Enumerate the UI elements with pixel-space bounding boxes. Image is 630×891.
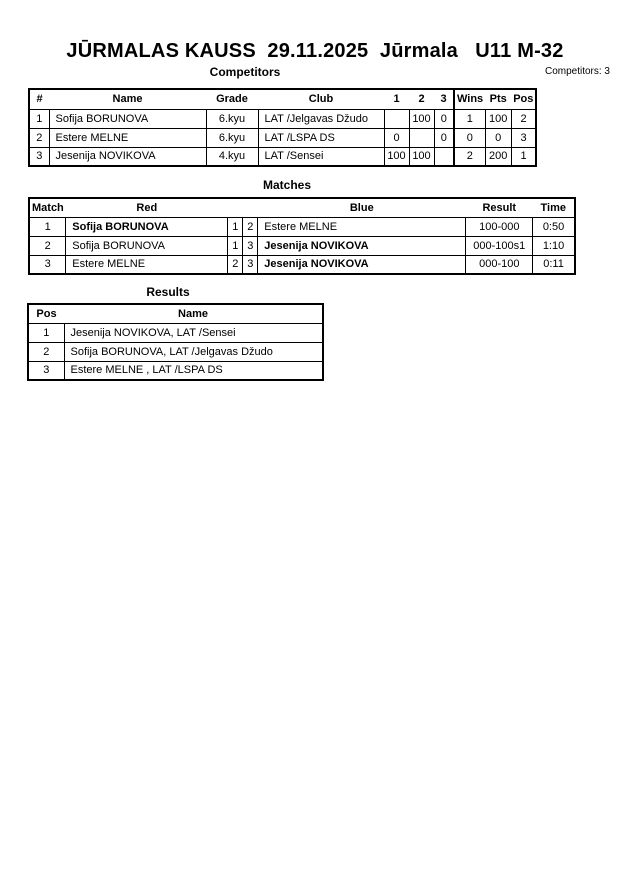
blue-id-cell: 2 bbox=[243, 217, 258, 236]
table-row bbox=[28, 361, 323, 380]
result-cell: 100-000 bbox=[466, 217, 533, 236]
score-cell: 100 bbox=[409, 109, 434, 128]
pts-cell: 100 bbox=[485, 109, 511, 128]
competitors-header-row bbox=[29, 89, 536, 109]
pos-cell: 2 bbox=[511, 109, 536, 128]
score-cell: 100 bbox=[384, 147, 409, 166]
header-round-3: 3 bbox=[434, 89, 454, 109]
wins-cell: 2 bbox=[454, 147, 485, 166]
header-red: Red bbox=[66, 198, 228, 217]
competitor-name-cell: Sofija BORUNOVA bbox=[49, 109, 206, 128]
header-pos: Pos bbox=[28, 304, 64, 323]
grade-cell: 6.kyu bbox=[206, 128, 258, 147]
header-number: # bbox=[29, 89, 49, 109]
header-name: Name bbox=[49, 89, 206, 109]
table-row bbox=[29, 147, 536, 166]
blue-id-cell: 3 bbox=[243, 236, 258, 255]
section-title-competitors: Competitors bbox=[209, 65, 281, 79]
header-pts: Pts bbox=[485, 89, 511, 109]
competitor-name-cell: Estere MELNE bbox=[49, 128, 206, 147]
score-cell: 100 bbox=[409, 147, 434, 166]
score-cell: 0 bbox=[384, 128, 409, 147]
red-name-cell: Sofija BORUNOVA bbox=[66, 217, 228, 236]
time-cell: 0:50 bbox=[533, 217, 575, 236]
header-result: Result bbox=[466, 198, 533, 217]
club-cell: LAT /Jelgavas Džudo bbox=[258, 109, 384, 128]
results-header-row bbox=[28, 304, 323, 323]
header-round-1: 1 bbox=[384, 89, 409, 109]
wins-cell: 0 bbox=[454, 128, 485, 147]
result-cell: 000-100 bbox=[466, 255, 533, 274]
table-row bbox=[29, 109, 536, 128]
result-cell: 000-100s1 bbox=[466, 236, 533, 255]
red-name-cell: Estere MELNE bbox=[66, 255, 228, 274]
blue-name-cell: Jesenija NOVIKOVA bbox=[258, 236, 466, 255]
result-pos-cell: 2 bbox=[28, 342, 64, 361]
blue-name-cell: Estere MELNE bbox=[258, 217, 466, 236]
result-pos-cell: 3 bbox=[28, 361, 64, 380]
score-cell bbox=[409, 128, 434, 147]
wins-cell: 1 bbox=[454, 109, 485, 128]
match-number-cell: 1 bbox=[29, 217, 66, 236]
table-row bbox=[29, 217, 575, 236]
table-row bbox=[29, 128, 536, 147]
pts-cell: 200 bbox=[485, 147, 511, 166]
table-row bbox=[28, 342, 323, 361]
header-blue-id bbox=[243, 198, 258, 217]
competitors-count: Competitors: 3 bbox=[544, 66, 610, 77]
header-red-id bbox=[228, 198, 243, 217]
table-row bbox=[29, 255, 575, 274]
competitor-number-cell: 1 bbox=[29, 109, 49, 128]
club-cell: LAT /Sensei bbox=[258, 147, 384, 166]
time-cell: 1:10 bbox=[533, 236, 575, 255]
result-name-cell: Estere MELNE , LAT /LSPA DS bbox=[64, 361, 323, 380]
section-title-matches: Matches bbox=[262, 178, 312, 192]
header-pos: Pos bbox=[511, 89, 536, 109]
score-cell: 0 bbox=[434, 109, 454, 128]
match-number-cell: 3 bbox=[29, 255, 66, 274]
red-id-cell: 2 bbox=[228, 255, 243, 274]
header-round-2: 2 bbox=[409, 89, 434, 109]
match-number-cell: 2 bbox=[29, 236, 66, 255]
score-cell: 0 bbox=[434, 128, 454, 147]
blue-name-cell: Jesenija NOVIKOVA bbox=[258, 255, 466, 274]
red-id-cell: 1 bbox=[228, 217, 243, 236]
grade-cell: 4.kyu bbox=[206, 147, 258, 166]
page-title: JŪRMALAS KAUSS 29.11.2025 Jūrmala U11 M-32 bbox=[66, 40, 564, 62]
results-table bbox=[27, 303, 324, 381]
header-match: Match bbox=[29, 198, 66, 217]
competitors-table bbox=[28, 88, 537, 167]
club-cell: LAT /LSPA DS bbox=[258, 128, 384, 147]
section-title-results: Results bbox=[146, 285, 190, 299]
score-cell bbox=[434, 147, 454, 166]
result-name-cell: Sofija BORUNOVA, LAT /Jelgavas Džudo bbox=[64, 342, 323, 361]
competitor-name-cell: Jesenija NOVIKOVA bbox=[49, 147, 206, 166]
pos-cell: 1 bbox=[511, 147, 536, 166]
table-row bbox=[29, 236, 575, 255]
red-name-cell: Sofija BORUNOVA bbox=[66, 236, 228, 255]
table-row bbox=[28, 323, 323, 342]
header-wins: Wins bbox=[454, 89, 485, 109]
score-cell bbox=[384, 109, 409, 128]
time-cell: 0:11 bbox=[533, 255, 575, 274]
pos-cell: 3 bbox=[511, 128, 536, 147]
header-name: Name bbox=[64, 304, 323, 323]
grade-cell: 6.kyu bbox=[206, 109, 258, 128]
competitor-number-cell: 3 bbox=[29, 147, 49, 166]
result-pos-cell: 1 bbox=[28, 323, 64, 342]
competitor-number-cell: 2 bbox=[29, 128, 49, 147]
header-blue: Blue bbox=[258, 198, 466, 217]
red-id-cell: 1 bbox=[228, 236, 243, 255]
matches-table bbox=[28, 197, 576, 275]
header-club: Club bbox=[258, 89, 384, 109]
matches-header-row bbox=[29, 198, 575, 217]
header-grade: Grade bbox=[206, 89, 258, 109]
pts-cell: 0 bbox=[485, 128, 511, 147]
result-name-cell: Jesenija NOVIKOVA, LAT /Sensei bbox=[64, 323, 323, 342]
blue-id-cell: 3 bbox=[243, 255, 258, 274]
header-time: Time bbox=[533, 198, 575, 217]
